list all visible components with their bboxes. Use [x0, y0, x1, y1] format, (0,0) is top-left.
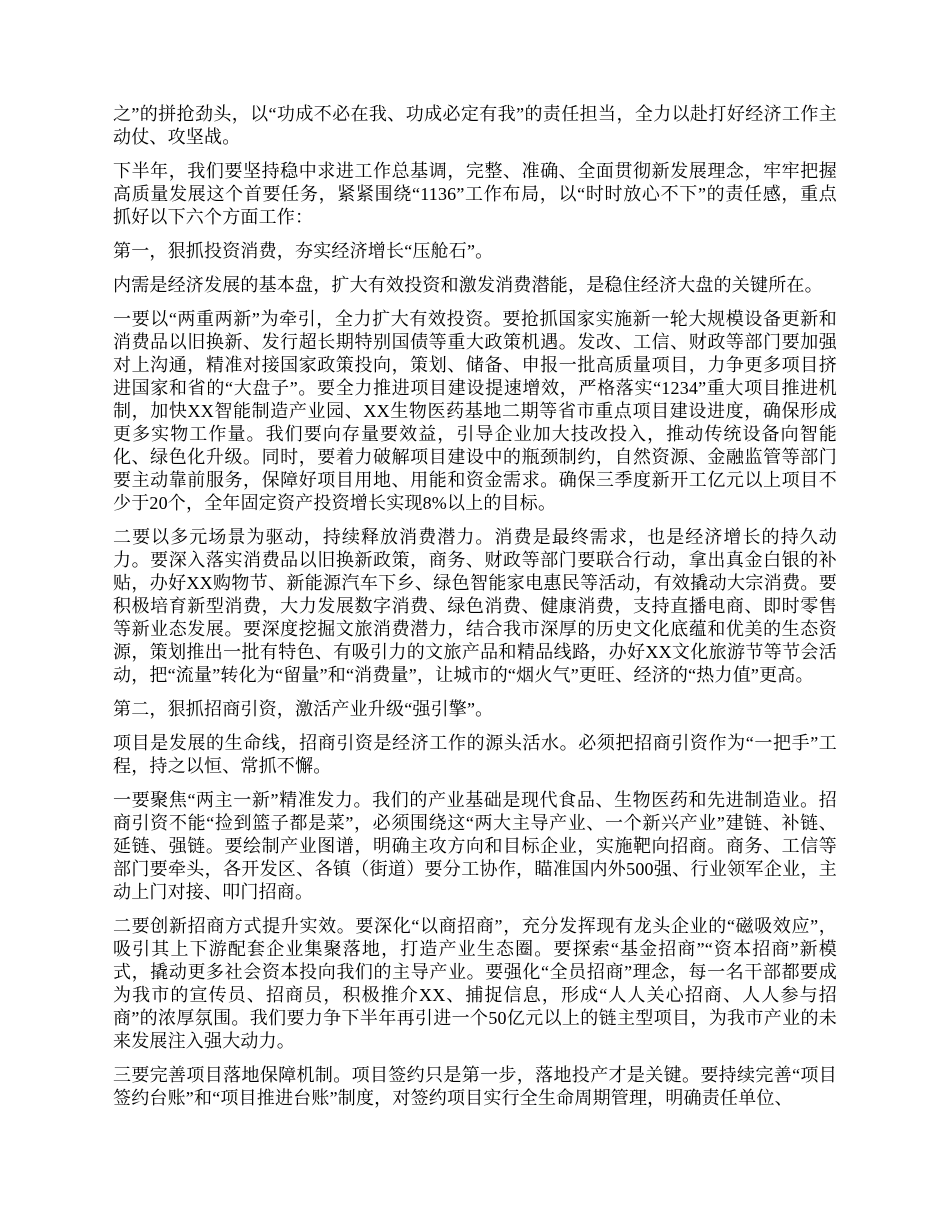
paragraph: 二要创新招商方式提升实效。要深化“以商招商”，充分发挥现有龙头企业的“磁吸效应”，吸引其上下游配套企业集聚落地，打造产业生态圈。要探索“基金招商”“资本招商”新模式，撬动更多社会资本投向我们的主导产业。要强化“全员招商”理念，每一名干部都要成为我市的宣传员、招商员，积极推介XX、捕捉信息，形成“人人关心招商、人人参与招商”的浓厚氛围。我们要力争下半年再引进一个50亿元以上的链主型项目，为我市产业的未来发展注入强大动力。 — [113, 916, 837, 1051]
paragraph: 项目是发展的生命线，招商引资是经济工作的源头活水。必须把招商引资作为“一把手”工程，持之以恒、常抓不懈。 — [113, 733, 837, 776]
paragraph: 一要聚焦“两主一新”精准发力。我们的产业基础是现代食品、生物医药和先进制造业。招商引资不能“捡到篮子都是菜”，必须围绕这“两大主导产业、一个新兴产业”建链、补链、延链、强链。要绘制产业图谱，明确主攻方向和目标企业，实施靶向招商。商务、工信等部门要牵头，各开发区、各镇（街道）要分工协作，瞄准国内外500强、行业领军企业，主动上门对接、叩门招商。 — [113, 790, 837, 902]
paragraph: 三要完善项目落地保障机制。项目签约只是第一步，落地投产才是关键。要持续完善“项目签约台账”和“项目推进台账”制度，对签约项目实行全生命周期管理，明确责任单位、 — [113, 1065, 837, 1108]
paragraph: 下半年，我们要坚持稳中求进工作总基调，完整、准确、全面贯彻新发展理念，牢牢把握高质量发展这个首要任务，紧紧围绕“1136”工作布局，以“时时放心不下”的责任感，重点抓好以下六个方面工作： — [113, 161, 837, 227]
paragraph: 第二，狠抓招商引资，激活产业升级“强引擎”。 — [113, 699, 494, 719]
paragraph: 之”的拼抢劲头，以“功成不必在我、功成必定有我”的责任担当，全力以赴打好经济工作主动仗、攻坚战。 — [113, 104, 837, 147]
paragraph: 第一，狠抓投资消费，夯实经济增长“压舱石”。 — [113, 241, 494, 261]
paragraph: 二要以多元场景为驱动，持续释放消费潜力。消费是最终需求，也是经济增长的持久动力。要深入落实消费品以旧换新政策，商务、财政等部门要联合行动，拿出真金白银的补贴，办好XX购物节、新能源汽车下乡、绿色智能家电惠民等活动，有效撬动大宗消费。要积极培育新型消费，大力发展数字消费、绿色消费、健康消费，支持直播电商、即时零售等新业态发展。要深度挖掘文旅消费潜力，结合我市深厚的历史文化底蕴和优美的生态资源，策划推出一批有特色、有吸引力的文旅产品和精品线路，办好XX文化旅游节等节会活动，把“流量”转化为“留量”和“消费量”，让城市的“烟火气”更旺、经济的“热力值”更高。 — [113, 527, 837, 685]
paragraph: 内需是经济发展的基本盘，扩大有效投资和激发消费潜能，是稳住经济大盘的关键所在。 — [113, 275, 823, 295]
document-body — [113, 103, 837, 1110]
paragraph: 一要以“两重两新”为牵引，全力扩大有效投资。要抢抓国家实施新一轮大规模设备更新和消费品以旧换新、发行超长期特别国债等重大政策机遇。发改、工信、财政等部门要加强对上沟通，精准对接国家政策投向，策划、储备、申报一批高质量项目，力争更多项目挤进国家和省的“大盘子”。要全力推进项目建设提速增效，严格落实“1234”重大项目推进机制，加快XX智能制造产业园、XX生物医药基地二期等省市重点项目建设进度，确保形成更多实物工作量。我们要向存量要效益，引导企业加大技改投入，推动传统设备向智能化、绿色化升级。同时，要着力破解项目建设中的瓶颈制约，自然资源、金融监管等部门要主动靠前服务，保障好项目用地、用能和资金需求。确保三季度新开工亿元以上项目不少于20个，全年固定资产投资增长实现8%以上的目标。 — [113, 309, 837, 513]
